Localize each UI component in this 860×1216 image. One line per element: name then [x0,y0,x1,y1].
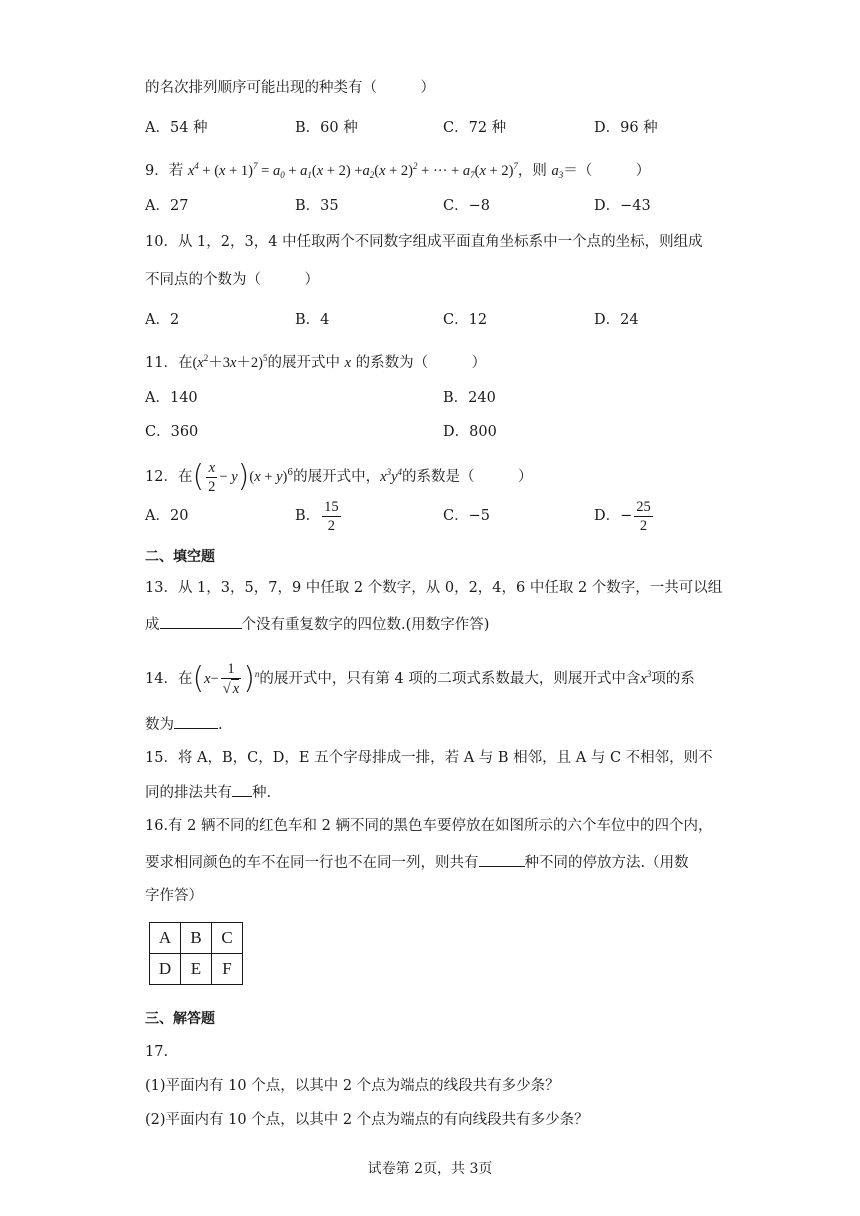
q16-blank[interactable] [479,852,525,867]
q9-option-a: A．27 [145,198,189,214]
q14-number: 14．在 [145,671,193,687]
q12-option-a: A．20 [145,508,189,524]
q15-line2: 同的排法共有 种. [145,782,271,803]
q12-stem: 12．在( $\frac{x}{2}$ − $y)(x + y)^6$的展开式中，$x^3y^4$的系数是（ ） [145,459,533,495]
q14-mid: 的展开式中，只有第 4 项的二项式系数最大，则展开式中含 [259,671,641,687]
q14-term: $x^3$ [640,669,652,687]
q12-number: 12．在 [145,469,193,485]
q9-option-d: D．−43 [594,198,651,214]
q12-option-b: B． $\frac{15}{2}$ [295,498,339,534]
grid-cell-d: D [150,954,181,985]
page-footer: 试卷第 2页，共 3页 [367,1161,493,1177]
q12-option-c: C．−5 [443,508,490,524]
grid-cell-f: F [212,954,243,985]
q9-equation: $x^4 + (x + 1)^7 = a_0 + a_1(x + 2) +a_2(x + 2)^2$ + ··· + $a_7(x + 2)^7$ [187,161,518,180]
q17-part1: (1)平面内有 10 个点，以其中 2 个点为端点的线段共有多少条？ [145,1078,560,1094]
q10-option-a: A．2 [145,312,180,328]
q17-number: 17. [145,1044,169,1060]
q9-tail: ，则 [517,163,547,179]
q11-expression: $(x^2+3x+2)^5$ [192,353,268,371]
q8-option-d: D．96 种 [594,120,658,136]
q11-x: x [344,355,352,371]
q14-blank[interactable] [174,714,218,729]
q17-part2: (2)平面内有 10 个点，以其中 2 个点为端点的有向线段共有多少条？ [145,1112,589,1128]
q10-option-b: B．4 [295,312,330,328]
q10-option-c: C．12 [443,312,488,328]
q12-tail: 的系数是（ ） [402,469,533,485]
q9-number: 9．若 [145,163,184,179]
q12-option-d: D．− $\frac{25}{2}$ [594,498,651,534]
grid-cell-b: B [181,923,212,954]
q9-option-c: C．−8 [443,198,490,214]
q8-text: 的名次排列顺序可能出现的种类有（ ） [145,80,435,96]
q14-tail: 项的系 [651,671,695,687]
q9-paren: ＝（ ） [563,163,651,179]
q10-line1: 10．从 1，2，3，4 中任取两个不同数字组成平面直角坐标系中一个点的坐标，则组成 [145,234,703,250]
q14-line2: 数为 . [145,714,223,735]
q10-option-d: D．24 [594,312,639,328]
q13-blank[interactable] [160,614,242,629]
grid-cell-c: C [212,923,243,954]
q11-mid: 的展开式中 [267,355,341,371]
section-solution-heading: 三、解答题 [145,1011,215,1027]
grid-cell-e: E [181,954,212,985]
q11-option-d: D．800 [443,424,497,440]
q14-stem: 14．在(x− $\frac{1}{√ x}$ )$^n$的展开式中，只有第 4 项的二项式系数最大，则展开式中含$x^3$项的系 [145,661,695,697]
q13-line1: 13．从 1，3，5，7，9 中任取 2 个数字，从 0，2，4，6 中任取 2 个数字，一共可以组 [145,580,723,596]
q8-option-a: A．54 种 [145,120,208,136]
q11-option-c: C．360 [145,424,199,440]
q9-a3: $a_3$ [551,163,564,180]
q10-line2: 不同点的个数为（ ） [145,272,319,288]
q11-tail: 的系数为（ ） [355,355,487,371]
q11-stem [145,348,486,373]
q16-line2: 要求相同颜色的车不在同一行也不在同一列，则共有 种不同的停放方法.（用数 [145,852,689,873]
q9-stem [145,156,650,185]
q16-line1: 16.有 2 辆不同的红色车和 2 辆不同的黑色车要停放在如图所示的六个车位中的四个内， [145,818,713,834]
q11-number: 11．在 [145,355,193,371]
parking-grid [149,922,243,985]
q15-line1: 15．将 A，B，C，D，E 五个字母排成一排，若 A 与 B 相邻，且 A 与 C 不相邻，则不 [145,750,713,766]
q11-option-a: A．140 [145,390,198,406]
q12-term: $x^3y^4$ [380,467,402,485]
q12-mid: 的展开式中， [293,469,381,485]
grid-cell-a: A [150,923,181,954]
q16-line3: 字作答） [145,888,203,904]
q11-option-b: B．240 [443,390,496,406]
q8-option-c: C．72 种 [443,120,507,136]
q13-line2: 成 个没有重复数字的四位数.(用数字作答) [145,614,489,635]
section-fill-in-heading: 二、填空题 [145,549,215,565]
q9-option-b: B．35 [295,198,339,214]
q15-blank[interactable] [232,782,252,797]
q8-option-b: B．60 种 [295,120,358,136]
